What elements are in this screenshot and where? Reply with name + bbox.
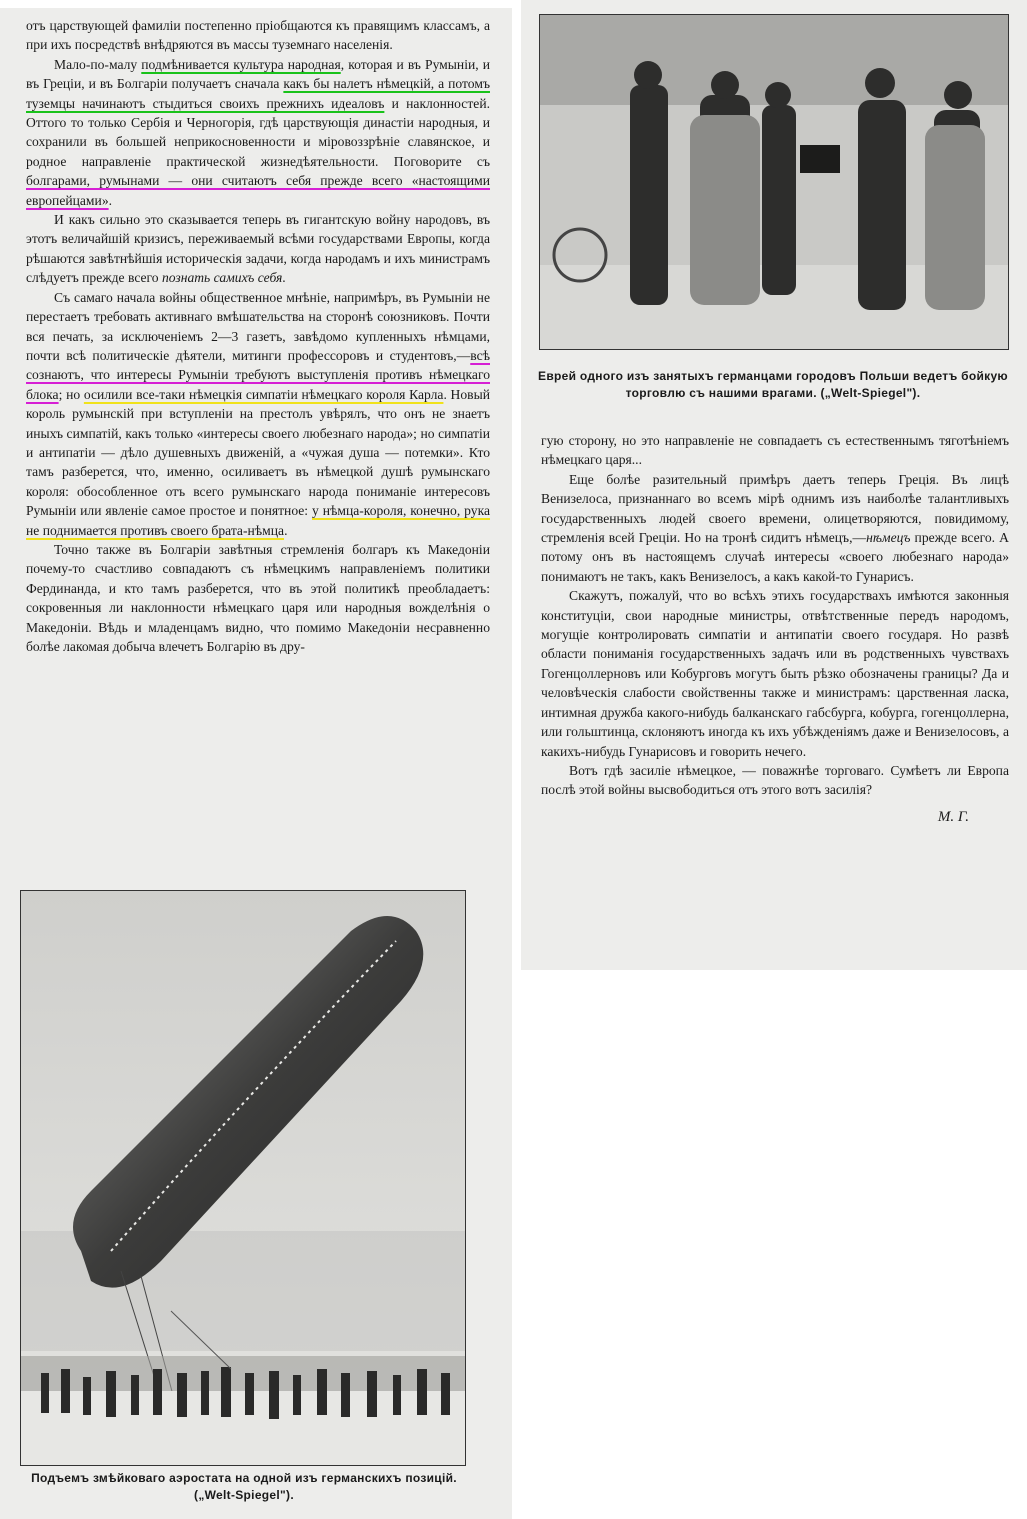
- right-article-text: [541, 431, 1009, 827]
- highlight-yellow: у нѣмца-короля, конечно, рука не поднимается противъ своего брата-нѣмца: [26, 503, 490, 538]
- highlight-magenta: всѣ сознаютъ, что интересы Румыніи требуютъ выступленія противъ нѣмецкаго блока: [26, 347, 490, 402]
- left-page: [0, 8, 512, 1519]
- trade-photo-illustration: [540, 15, 1009, 350]
- paragraph: Точно также въ Болгаріи завѣтныя стремленія болгаръ къ Македоніи почему-то счастливо совпадаютъ съ нѣмецкимъ направленіемъ политики Фердинанда, и кто тамъ разберется, что въ этой политикѣ преобладаетъ: сокровенныя ли наклонности нѣмецкаго царя или народныя вожделѣнія о Македоніи. Вѣдь и младенцамъ видно, что помимо Македоніи несравненно болѣе лакомая добыча влечетъ Болгарію въ дру-: [26, 541, 490, 654]
- paragraph: И какъ сильно это сказывается теперь въ гигантскую войну народовъ, въ этотъ величайшій кризисъ, переживаемый всѣми государствами Европы, когда рѣшаются завѣтнѣйшія историческія задачи, когда народамъ и ихъ министрамъ слѣдуетъ прежде всего познать самихъ себя.: [26, 212, 490, 286]
- paragraph: Съ самаго начала войны общественное мнѣніе, напримѣръ, въ Румыніи не перестаетъ требовать активнаго вмѣшательства на сторонѣ союзниковъ. Почти вся печать, за исключеніемъ 2—3 газетъ, завѣдомо купленныхъ нѣмцами, почти всѣ политическіе дѣятели, митинги профессоровъ и студентовъ,—всѣ сознаютъ, что интересы Румыніи требуютъ выступленія противъ нѣмецкаго блока; но осилили все-таки нѣмецкія симпатіи нѣмецкаго короля Карла. Новый король румынскій при вступленіи на престолъ увѣрялъ, что онъ не знаетъ иныхъ симпатій, какъ только «интересы своего любезнаго народа»; но симпатіи и антипатіи — дѣло душевныхъ движеній, а «чужая душа — потемки». Кто тамъ разберется, что, именно, осиливаетъ въ нѣмецкой душѣ румынскаго короля: обособленное отъ всего румынскаго народа пониманіе интересовъ Румыніи или явленіе самое простое и понятное: у нѣмца-короля, конечно, рука не поднимается противъ своего брата-нѣмца.: [26, 289, 490, 538]
- highlight-magenta: болгарами, румынами — они считаютъ себя прежде всего «настоящими европейцами»: [26, 173, 490, 208]
- balloon-caption: Подъемъ змѣйковаго аэростата на одной изъ германскихъ позицій. („Welt-Spiegel").: [31, 1471, 457, 1502]
- trade-photo: [539, 14, 1009, 350]
- paragraph: Еще болѣе разительный примѣръ даетъ теперь Греція. Въ лицѣ Венизелоса, признаннаго во всемъ мірѣ однимъ изъ наиболѣе талантливыхъ государственныхъ людей своего времени, олицетворяются, повидимому, стремленія всей Греціи. Но на тронѣ сидитъ нѣмецъ,—нѣмецъ прежде всего. А потому онъ въ настоящемъ случаѣ интересы «своего любезнаго народа» понимаютъ не такъ, какъ Венизелосъ, а какъ какой-то Гунарисъ.: [541, 471, 1009, 584]
- right-page: [521, 0, 1027, 970]
- trade-caption: Еврей одного изъ занятыхъ германцами городовъ Польши ведетъ бойкую торговлю съ нашими врагами. („Welt-Spiegel").: [538, 369, 1008, 400]
- paragraph: гую сторону, но это направленіе не совпадаетъ съ естественнымъ тяготѣніемъ нѣмецкаго царя...: [541, 433, 1009, 468]
- balloon-photo: [20, 890, 466, 1466]
- left-article-text: [26, 16, 490, 656]
- paragraph: отъ царствующей фамиліи постепенно пріобщаются къ правящимъ классамъ, а при ихъ посредствѣ внѣдряются въ массы туземнаго населенія.: [26, 18, 490, 53]
- highlight-green: подмѣнивается культура народная: [141, 56, 341, 72]
- author-signature: М. Г.: [937, 808, 969, 825]
- balloon-photo-illustration: [21, 891, 466, 1466]
- paragraph: Вотъ гдѣ засиліе нѣмецкое, — поважнѣе торговаго. Сумѣетъ ли Европа послѣ этой войны высвободиться отъ этого вотъ засилія?: [541, 762, 1009, 798]
- paragraph: Скажутъ, пожалуй, что во всѣхъ этихъ государствахъ имѣются законныя конституціи, свои народные министры, отвѣтственные передъ народомъ, могущіе контролировать симпатіи и антипатіи своего государя. Но развѣ области пониманія государственныхъ задачъ или въ родственныхъ чувствахъ Гогенцоллерновъ или Кобурговъ могутъ быть рѣзко обозначены границы? Да и человѣческія слабости свойственны также и министрамъ: царственная ласка, интимная дружба какого-нибудь балканскаго габсбурга, кобурга, гогенцоллерна, или гольштинца, склоняютъ иногда къ ихъ убѣжденіямъ даже и Венизелосовъ, а какихъ-нибудь Гунарисовъ и говорить нечего.: [541, 588, 1009, 759]
- paragraph: Мало-по-малу подмѣнивается культура народная, которая и въ Румыніи, и въ Греціи, и въ Болгаріи получаетъ сначала какъ бы налетъ нѣмецкій, а потомъ туземцы начинаютъ стыдиться своихъ прежнихъ идеаловъ и наклонностей. Оттого то только Сербія и Черногорія, гдѣ царствующія династіи народныя, и сохранили въ большей неприкосновенности и міровоззрѣніе славянское, и родное направленіе практической жизнедѣятельности. Поговорите съ болгарами, румынами — они считаютъ себя прежде всего «настоящими европейцами».: [26, 56, 491, 208]
- highlight-green: какъ бы налетъ нѣмецкій, а потомъ туземцы начинаютъ стыдиться своихъ прежнихъ идеаловъ: [26, 76, 490, 111]
- highlight-yellow: осилили все-таки нѣмецкія симпатіи нѣмецкаго короля Карла: [83, 386, 444, 402]
